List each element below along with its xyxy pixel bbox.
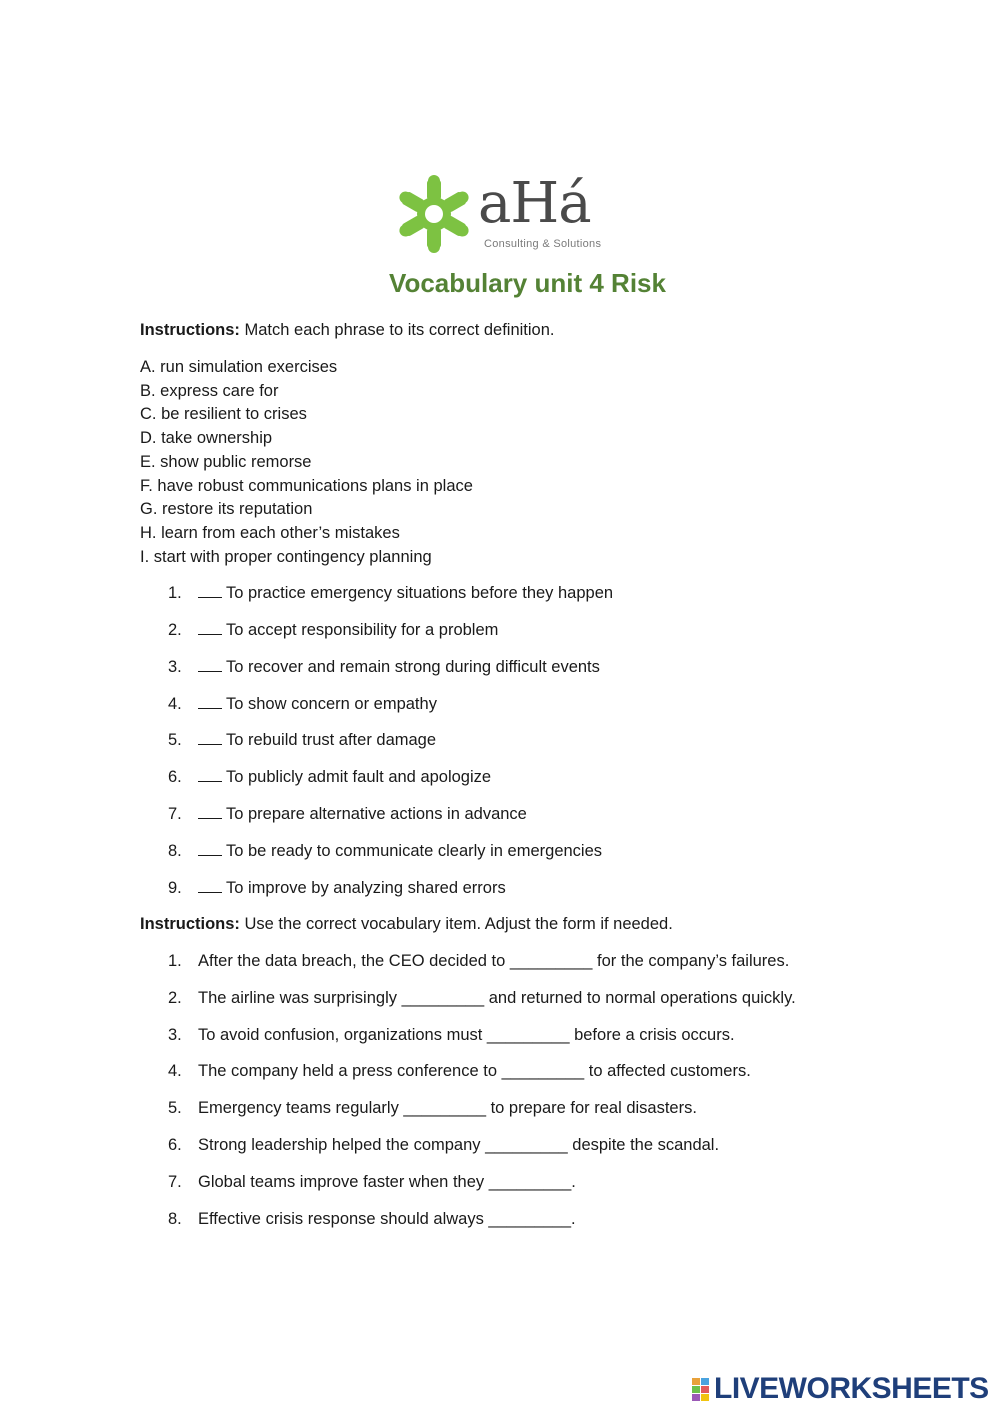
item-number: 8.: [168, 1210, 182, 1228]
matching-item: [168, 656, 600, 678]
gapfill-sentence[interactable]: Effective crisis response should always _________.: [198, 1210, 576, 1228]
answer-blank[interactable]: [198, 694, 222, 709]
answer-blank[interactable]: [198, 730, 222, 745]
phrase-item: A. run simulation exercises: [140, 358, 338, 376]
item-definition: To be ready to communicate clearly in emergencies: [226, 842, 603, 860]
item-number: 8.: [168, 842, 182, 860]
liveworksheets-icon: [692, 1378, 710, 1402]
instructions-label: Instructions:: [140, 915, 240, 933]
phrase-item: C. be resilient to crises: [140, 405, 307, 423]
gapfill-item: [168, 1024, 735, 1046]
instructions-2: [140, 913, 673, 935]
gapfill-sentence[interactable]: To avoid confusion, organizations must _________ before a crisis occurs.: [198, 1026, 735, 1044]
instructions-text: Match each phrase to its correct definition.: [239, 321, 555, 339]
answer-blank[interactable]: [198, 878, 222, 893]
item-definition: To publicly admit fault and apologize: [226, 768, 492, 786]
gapfill-sentence[interactable]: The airline was surprisingly _________ and returned to normal operations quickly.: [198, 989, 796, 1007]
gapfill-sentence[interactable]: Strong leadership helped the company _________ despite the scandal.: [198, 1136, 720, 1154]
answer-blank[interactable]: [198, 841, 222, 856]
item-number: 3.: [168, 658, 182, 676]
item-number: 5.: [168, 1099, 182, 1117]
puzzle-star-icon: [394, 174, 474, 254]
item-definition: To accept responsibility for a problem: [226, 621, 499, 639]
gapfill-item: [168, 1208, 576, 1230]
gapfill-item: [168, 1097, 697, 1119]
gapfill-sentence[interactable]: Emergency teams regularly _________ to prepare for real disasters.: [198, 1099, 697, 1117]
gapfill-item: [168, 1060, 751, 1082]
logo-wordmark: aHá: [478, 171, 591, 236]
item-number: 6.: [168, 768, 182, 786]
matching-item: [168, 840, 602, 862]
item-number: 6.: [168, 1136, 182, 1154]
logo-tagline: Consulting & Solutions: [484, 238, 602, 250]
item-number: 5.: [168, 731, 182, 749]
matching-item: [168, 766, 491, 788]
phrase-item: B. express care for: [140, 382, 279, 400]
answer-blank[interactable]: [198, 620, 222, 635]
item-definition: To show concern or empathy: [226, 695, 437, 713]
item-definition: To improve by analyzing shared errors: [226, 879, 506, 897]
matching-item: [168, 803, 527, 825]
item-number: 1.: [168, 952, 182, 970]
gapfill-item: [168, 987, 796, 1009]
item-number: 4.: [168, 695, 182, 713]
gapfill-sentence[interactable]: After the data breach, the CEO decided to _________ for the company’s failures.: [198, 952, 790, 970]
answer-blank[interactable]: [198, 657, 222, 672]
matching-item: [168, 877, 506, 899]
item-number: 7.: [168, 1173, 182, 1191]
answer-blank[interactable]: [198, 767, 222, 782]
gapfill-item: [168, 950, 789, 972]
item-number: 2.: [168, 621, 182, 639]
instructions-text: Use the correct vocabulary item. Adjust the form if needed.: [239, 915, 673, 933]
phrase-item: E. show public remorse: [140, 453, 312, 471]
item-definition: To rebuild trust after damage: [226, 731, 437, 749]
aha-logo: [394, 171, 614, 256]
item-number: 4.: [168, 1062, 182, 1080]
item-number: 3.: [168, 1026, 182, 1044]
phrase-item: F. have robust communications plans in place: [140, 477, 473, 495]
item-number: 9.: [168, 879, 182, 897]
answer-blank[interactable]: [198, 804, 222, 819]
instructions-1: [140, 319, 555, 341]
matching-item: [168, 693, 437, 715]
gapfill-item: [168, 1134, 719, 1156]
item-number: 1.: [168, 584, 182, 602]
gapfill-sentence[interactable]: The company held a press conference to _________ to affected customers.: [198, 1062, 751, 1080]
item-definition: To practice emergency situations before they happen: [226, 584, 614, 602]
answer-blank[interactable]: [198, 583, 222, 598]
item-definition: To recover and remain strong during difficult events: [226, 658, 600, 676]
gapfill-sentence[interactable]: Global teams improve faster when they _________.: [198, 1173, 576, 1191]
matching-item: [168, 582, 613, 604]
phrase-item: I. start with proper contingency planning: [140, 548, 432, 566]
phrase-item: D. take ownership: [140, 429, 273, 447]
phrase-item: H. learn from each other’s mistakes: [140, 524, 400, 542]
liveworksheets-wordmark: LIVEWORKSHEETS: [714, 1372, 989, 1405]
matching-item: [168, 729, 436, 751]
item-number: 7.: [168, 805, 182, 823]
instructions-label: Instructions:: [140, 321, 240, 339]
page-title: Vocabulary unit 4 Risk: [389, 268, 666, 298]
matching-item: [168, 619, 498, 641]
item-definition: To prepare alternative actions in advance: [226, 805, 527, 823]
item-number: 2.: [168, 989, 182, 1007]
gapfill-item: [168, 1171, 576, 1193]
phrase-item: G. restore its reputation: [140, 500, 313, 518]
